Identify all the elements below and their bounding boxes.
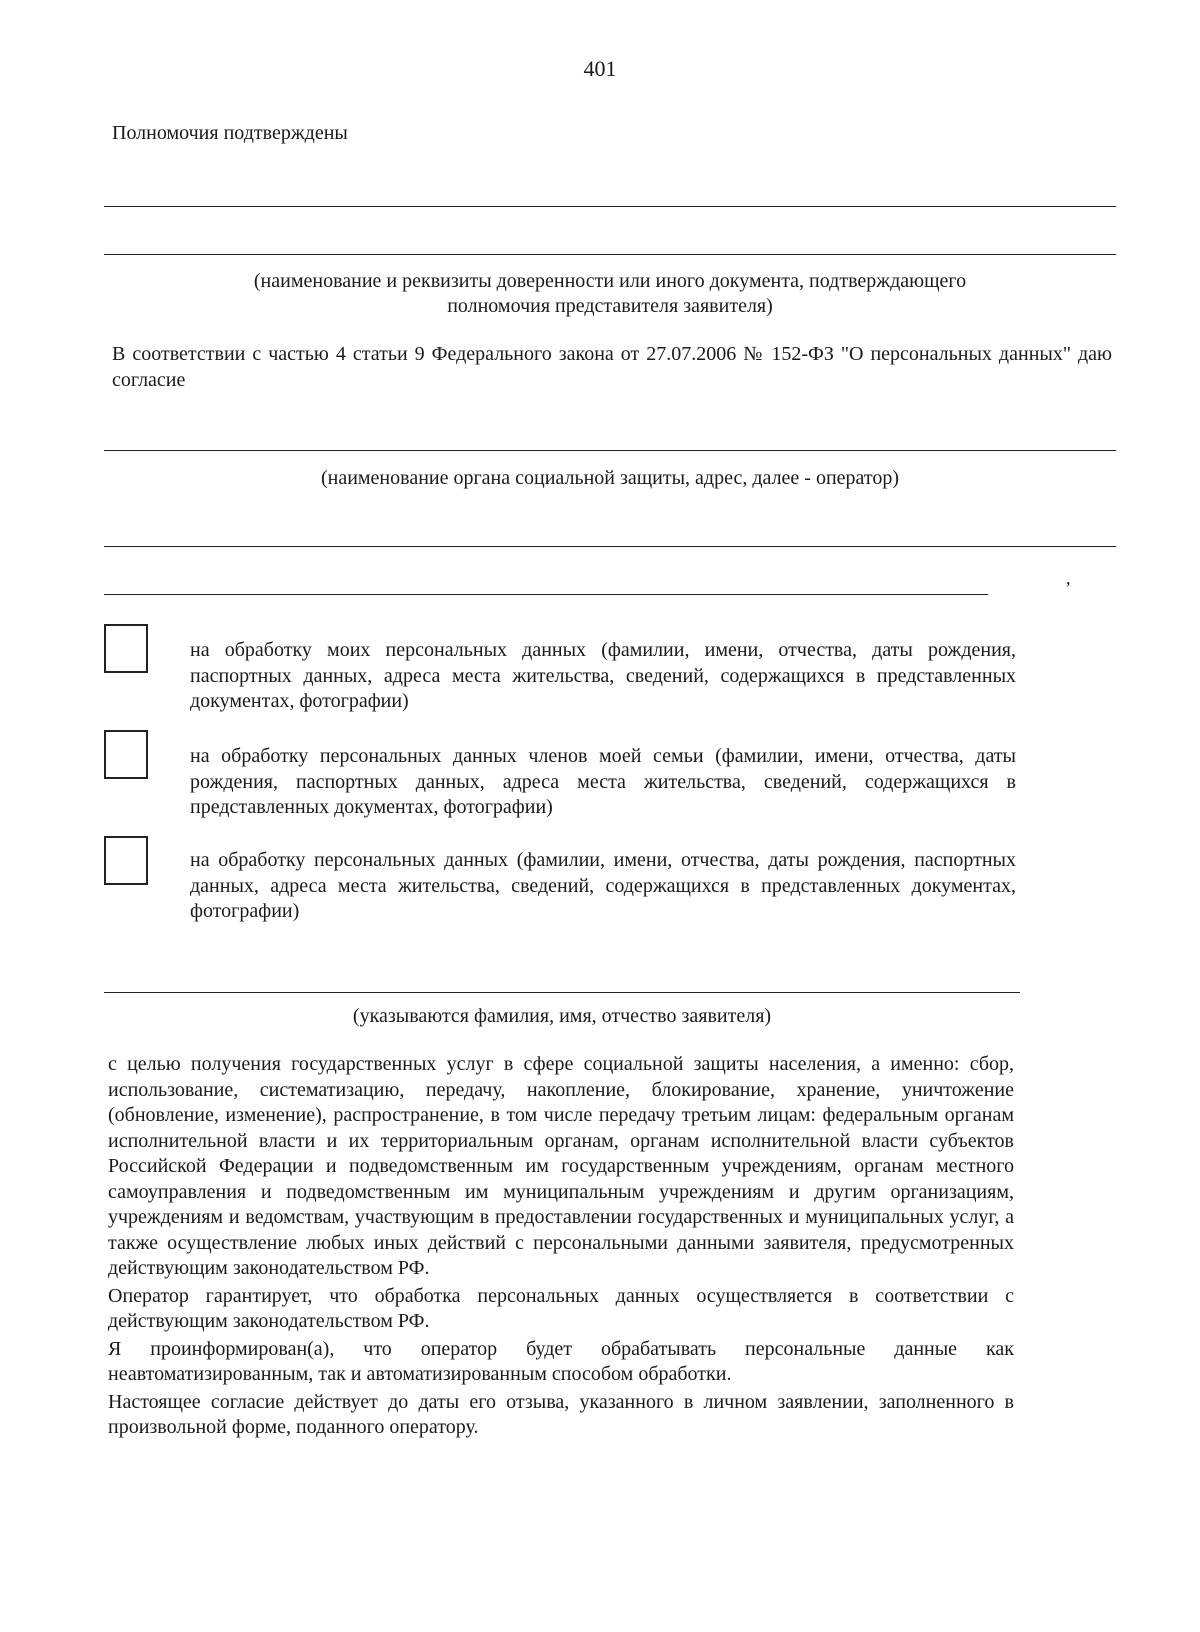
consent-other-data-text: на обработку персональных данных (фамилии, имени, отчества, даты рождения, паспортных данных, адреса места жительства, сведений, содержащихся в представленных документах, фотографии): [190, 849, 1016, 922]
processing-method-paragraph: Я проинформирован(а), что оператор будет обрабатывать персональные данные как неавтоматизированным, так и автоматизированным способом обработки.: [108, 1337, 1014, 1385]
validity-paragraph: Настоящее согласие действует до даты его отзыва, указанного в личном заявлении, заполненного в произвольной форме, поданного оператору.: [108, 1390, 1014, 1438]
operator-address-line-1: [104, 546, 1116, 547]
consent-other-data-checkbox[interactable]: [104, 836, 148, 885]
operator-line: [104, 450, 1116, 451]
consent-family-data-checkbox[interactable]: [104, 730, 148, 779]
page-number: 401: [583, 56, 617, 81]
operator-guarantee-paragraph: Оператор гарантирует, что обработка персональных данных осуществляется в соответствии с действующим законодательством РФ.: [108, 1284, 1014, 1332]
consent-intro: В соответствии с частью 4 статьи 9 Федерального закона от 27.07.2006 № 152-ФЗ "О персональных данных" даю согласие: [112, 343, 1112, 391]
applicant-caption: (указываются фамилия, имя, отчество заявителя): [352, 1005, 772, 1027]
authority-caption: [104, 269, 1116, 319]
applicant-name-line: [104, 992, 1020, 993]
operator-address-line-2: [104, 594, 988, 595]
consent-own-data-checkbox[interactable]: [104, 624, 148, 673]
consent-family-data-text: на обработку персональных данных членов моей семьи (фамилии, имени, отчества, даты рождения, паспортных данных, адреса места жительства, сведений, содержащихся в представленных документах, фотографии): [190, 745, 1016, 818]
purpose-paragraph: с целью получения государственных услуг в сфере социальной защиты населения, а именно: сбор, использование, систематизацию, передачу, накопление, блокирование, хранение, уничтожение (обновление, изменение), распространение, в том числе передачу третьим лицам: федеральным органам исполнительной власти и их территориальным органам, органам исполнительной власти субъектов Российской Федерации и подведомственным им государственным учреждениям, органам местного самоуправления и подведомственным им муниципальным учреждениям и другим организациям, учреждениям и ведомствам, участвующим в предоставлении государственных и муниципальных услуг, а также осуществление любых иных действий с персональными данными заявителя, предусмотренных действующим законодательством РФ.: [108, 1053, 1014, 1279]
authority-document-line-2: [104, 254, 1116, 255]
comma-mark: ,: [1066, 568, 1071, 588]
authority-heading: Полномочия подтверждены: [112, 122, 348, 144]
consent-own-data-text: на обработку моих персональных данных (фамилии, имени, отчества, даты рождения, паспортных данных, адреса места жительства, сведений, содержащихся в представленных документах, фотографии): [190, 639, 1016, 712]
consent-body: [108, 1052, 1014, 1443]
authority-caption-line-2: полномочия представителя заявителя): [447, 295, 773, 317]
authority-caption-line-1: (наименование и реквизиты доверенности или иного документа, подтверждающего: [253, 270, 967, 292]
authority-document-line-1: [104, 206, 1116, 207]
operator-caption: (наименование органа социальной защиты, адрес, далее - оператор): [320, 467, 900, 489]
